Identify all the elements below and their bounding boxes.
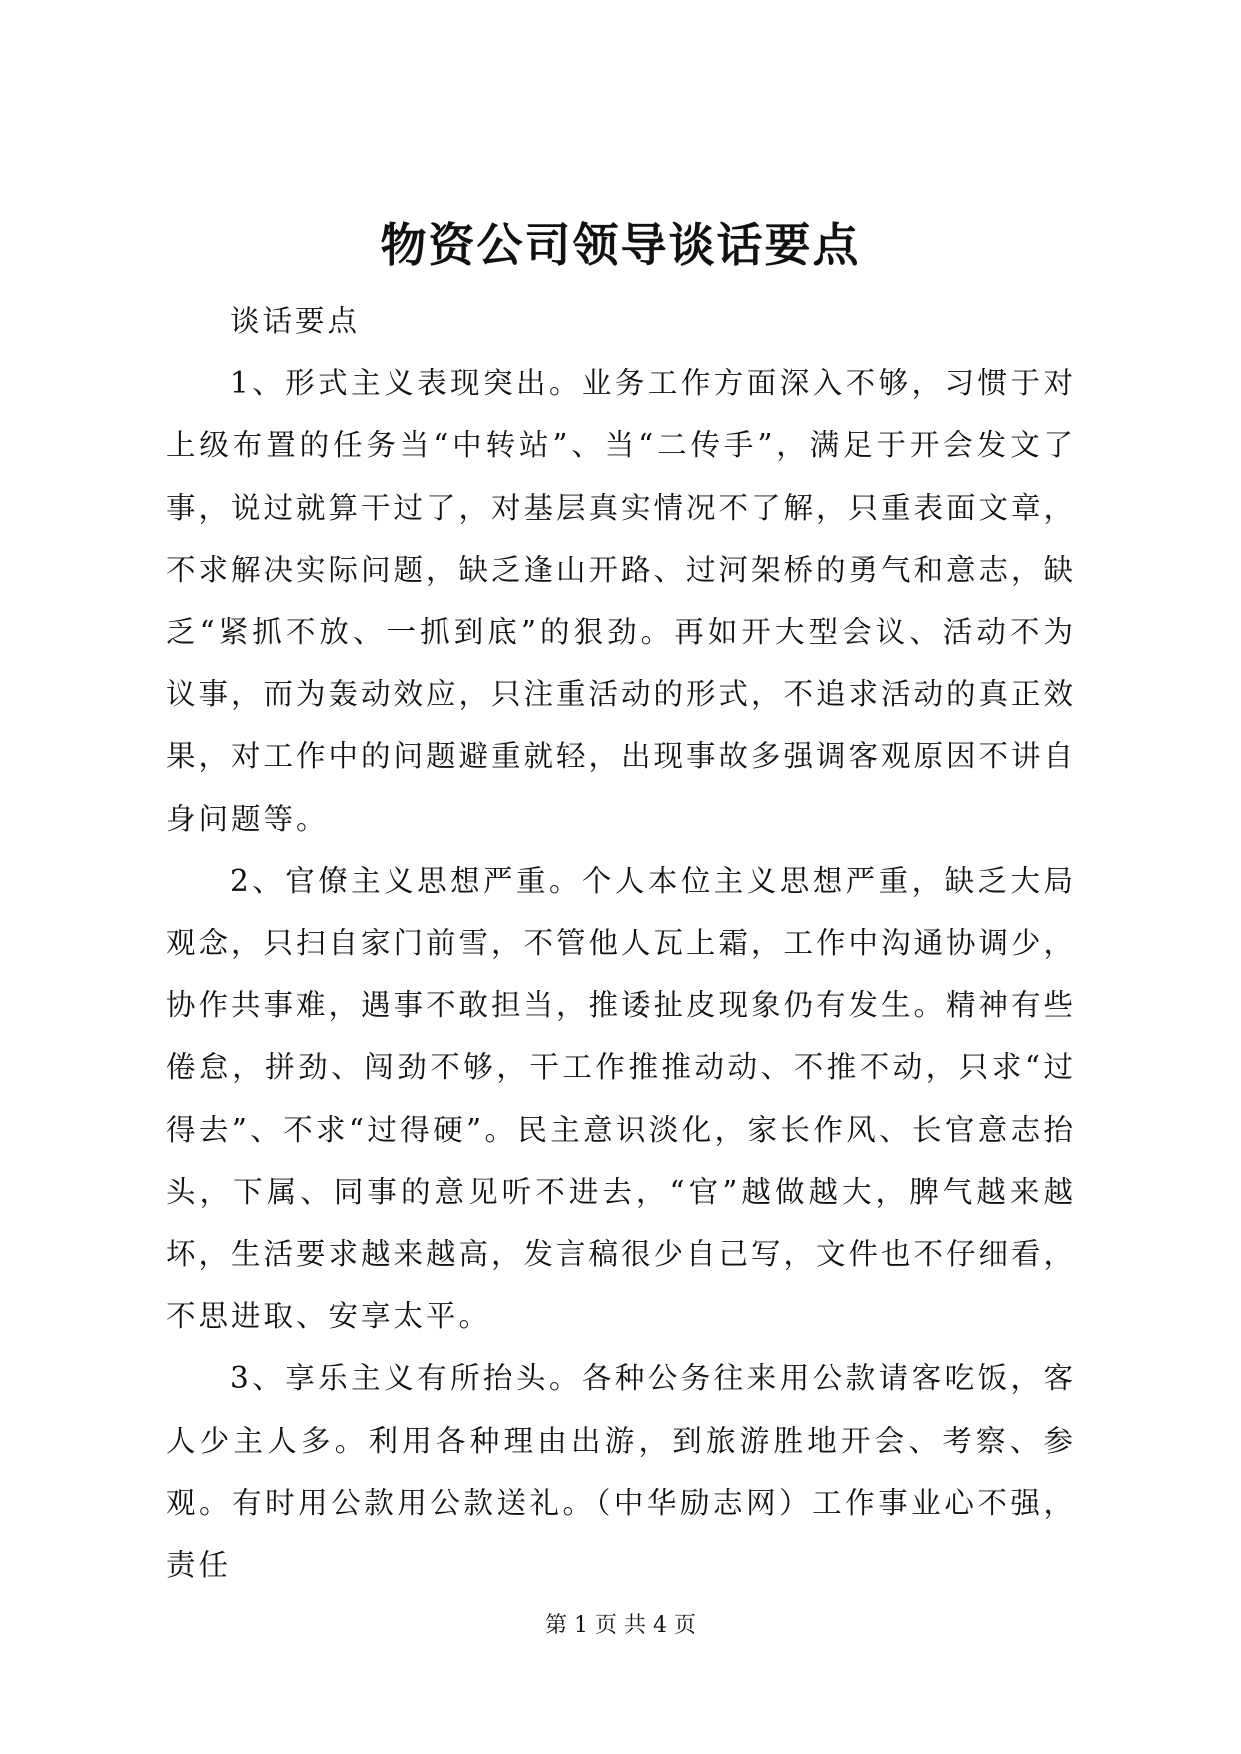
paragraph-3: 3、享乐主义有所抬头。各种公务往来用公款请客吃饭，客人少主人多。利用各种理由出游，到旅游胜地开会、考察、参观。有时用公款用公款送礼。（中华励志网）工作事业心不强，责任 <box>166 1361 1076 1583</box>
document-body <box>166 290 1076 1596</box>
paragraph-2: 2、官僚主义思想严重。个人本位主义思想严重，缺乏大局观念，只扫自家门前雪，不管他人瓦上霜，工作中沟通协调少，协作共事难，遇事不敢担当，推诿扯皮现象仍有发生。精神有些倦怠，拼劲、闯劲不够，干工作推推动动、不推不动，只求“过得去”、不求“过得硬”。民主意识淡化，家长作风、长官意志抬头，下属、同事的意见听不进去，“官”越做越大，脾气越来越坏，生活要求越来越高，发言稿很少自己写，文件也不仔细看，不思进取、安享太平。 <box>166 863 1077 1334</box>
paragraph-1: 1、形式主义表现突出。业务工作方面深入不够，习惯于对上级布置的任务当“中转站”、当“二传手”，满足于开会发文了事，说过就算干过了，对基层真实情况不了解，只重表面文章，不求解决实际问题，缺乏逢山开路、过河架桥的勇气和意志，缺乏“紧抓不放、一抓到底”的狠劲。再如开大型会议、活动不为议事，而为轰动效应，只注重活动的形式，不追求活动的真正效果，对工作中的问题避重就轻，出现事故多强调客观原因不讲自身问题等。 <box>166 366 1077 836</box>
page-footer: 第 1 页 共 4 页 <box>545 1613 696 1638</box>
paragraph-heading: 谈话要点 <box>230 304 361 338</box>
document-title: 物资公司领导谈话要点 <box>380 218 861 272</box>
